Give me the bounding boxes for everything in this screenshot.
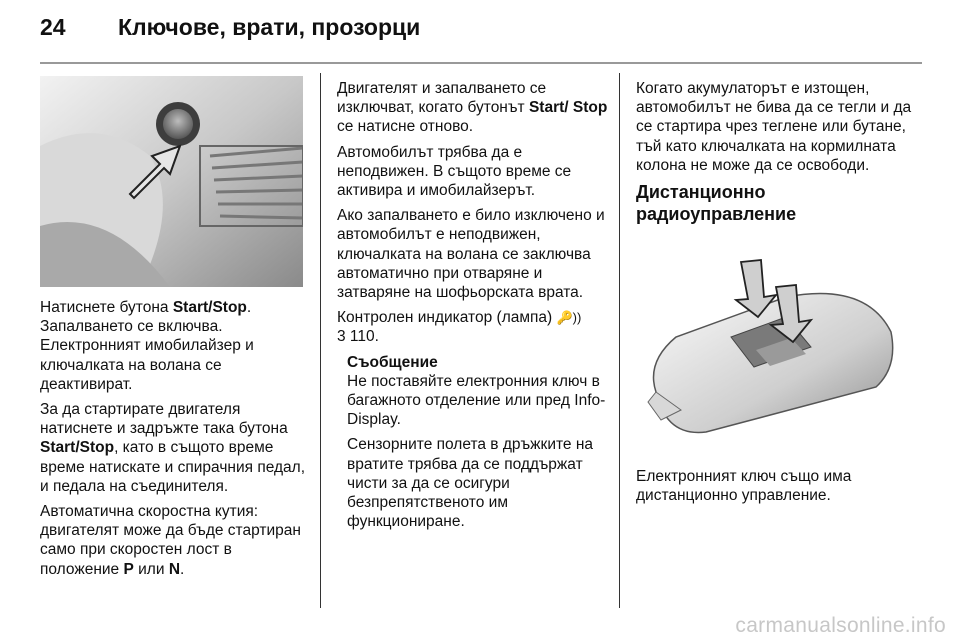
paragraph-indicator-lamp: Контролен индикатор (лампа) 🔑)) 3 110. (337, 309, 582, 346)
paragraph-battery: Когато акумулаторът е изтощен, автомобилът не бива да се тегли и да се стартира чрез теглене или бутане, тъй като ключалката на кормилната колона не може да се освободи. (636, 80, 912, 174)
paragraph-immobilizer: Автомобилът трябва да е неподвижен. В същото време се активира и имобилайзерът. (337, 143, 572, 200)
remote-key-figure (636, 242, 899, 453)
column-divider-1 (320, 73, 321, 608)
column-divider-2 (619, 73, 620, 608)
column-2 (337, 79, 609, 537)
paragraph-start-stop: Натиснете бутона Start/Stop. Запалването се включва. Електронният имобилайзер и ключалката на волана се деактивират. (40, 299, 254, 393)
note-paragraph-1: Не поставяйте електронния ключ в багажното отделение или пред Info-Display. (347, 372, 606, 429)
start-stop-button-figure (40, 76, 303, 287)
note-title: Съобщение (347, 353, 438, 371)
page-title: Ключове, врати, прозорци (118, 14, 421, 40)
column-1 (40, 298, 310, 585)
note-box (347, 353, 609, 532)
paragraph-switch-off: Двигателят и запалването се изключват, когато бутонът Start/ Stop се натисне отново. (337, 80, 608, 136)
paragraph-remote-key: Електронният ключ също има дистанционно управление. (636, 468, 852, 505)
section-heading-remote: Дистанционно радиоуправление (636, 182, 797, 225)
paragraph-start-engine: За да стартирате двигателя натиснете и задръжте така бутона Start/Stop, като в същото време време натискате и спирачния педал, и педала на съединителя. (40, 401, 306, 495)
page-number: 24 (40, 14, 66, 40)
watermark: carmanualsonline.info (735, 614, 946, 637)
paragraph-steering-lock: Ако запалването е било изключено и автомобилът е неподвижен, ключалката на волана се заключва автоматично при отваряне и затваряне на шофьорската врата. (337, 207, 605, 302)
column-3 (636, 79, 922, 225)
top-rule (40, 62, 922, 64)
note-paragraph-2: Сензорните полета в дръжките на вратите трябва да се поддържат чисти за да се осигури безпрепятственото им функциониране. (347, 436, 594, 531)
key-indicator-icon: 🔑)) (556, 310, 582, 326)
paragraph-automatic-gearbox: Автоматична скоростна кутия: двигателят може да бъде стартиран само при скоростен лост в положение P или N. (40, 503, 301, 578)
page-reference: 3 110. (337, 328, 379, 346)
column-3-bottom (636, 467, 922, 511)
